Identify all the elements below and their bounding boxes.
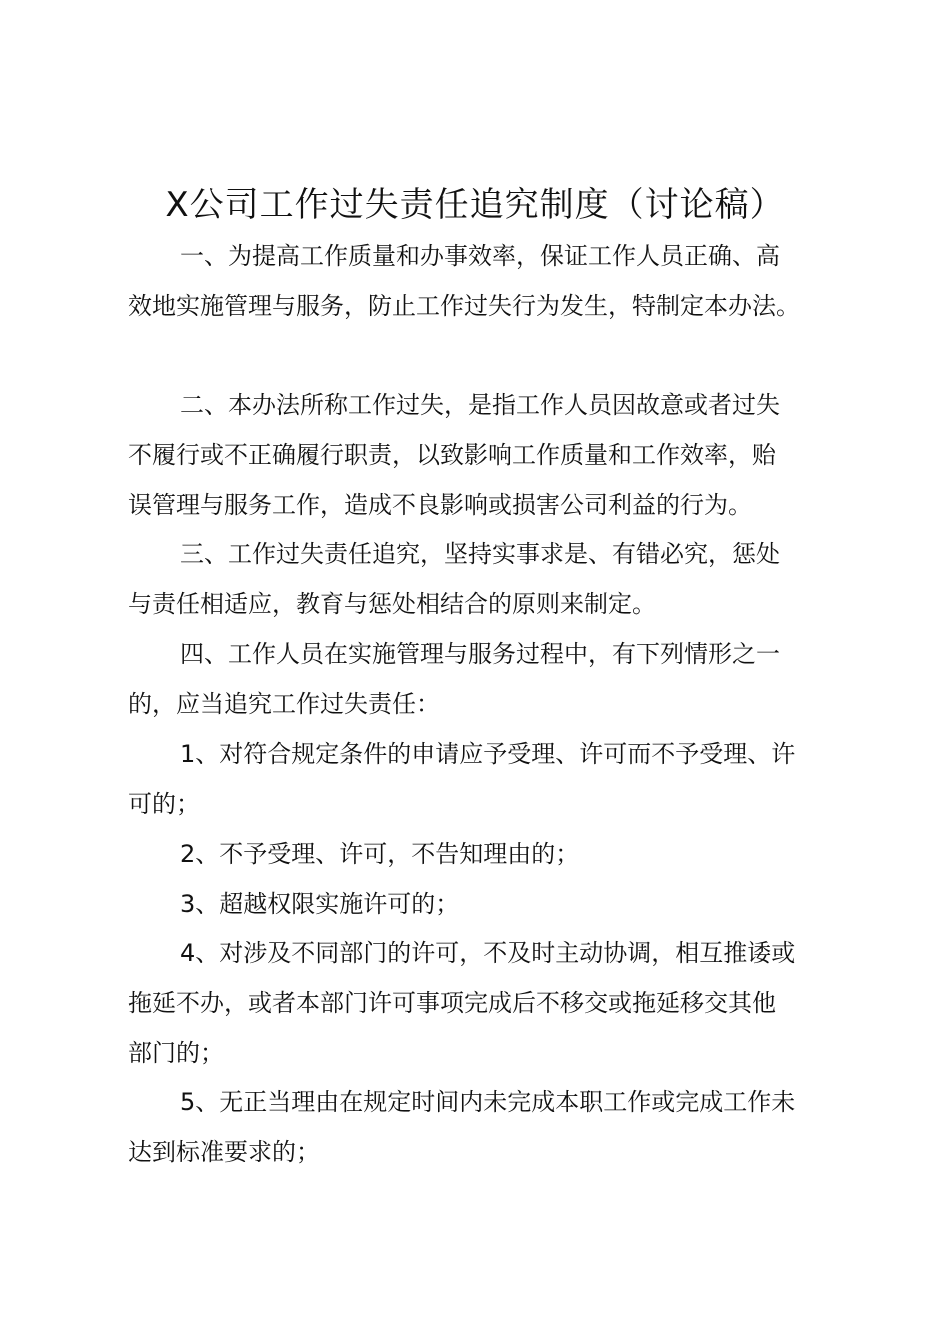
paragraph-item-2 — [128, 829, 838, 879]
paragraph-line: 的，应当追究工作过失责任： — [128, 690, 440, 718]
paragraph-item-4 — [128, 928, 838, 1078]
paragraph-2 — [128, 380, 838, 530]
paragraph-line: 达到标准要求的； — [128, 1138, 320, 1166]
paragraph-line: 3、超越权限实施许可的； — [180, 890, 460, 918]
paragraph-item-3 — [128, 879, 838, 929]
paragraph-line: 拖延不办，或者本部门许可事项完成后不移交或拖延移交其他 — [128, 989, 776, 1017]
paragraph-line: 效地实施管理与服务，防止工作过失行为发生，特制定本办法。 — [128, 292, 800, 320]
paragraph-line: 5、无正当理由在规定时间内未完成本职工作或完成工作未 — [180, 1088, 796, 1116]
paragraph-line: 与责任相适应，教育与惩处相结合的原则来制定。 — [128, 590, 656, 618]
paragraph-line: 不履行或不正确履行职责，以致影响工作质量和工作效率，贻 — [128, 441, 776, 469]
paragraph-item-5 — [128, 1077, 838, 1177]
document-title: X公司工作过失责任追究制度（讨论稿） — [165, 185, 785, 225]
paragraph-line: 2、不予受理、许可，不告知理由的； — [180, 840, 580, 868]
paragraph-item-1 — [128, 729, 838, 829]
paragraph-line: 可的； — [128, 790, 200, 818]
paragraph-4 — [128, 629, 838, 729]
paragraph-line: 误管理与服务工作，造成不良影响或损害公司利益的行为。 — [128, 491, 752, 519]
paragraph-line: 四、工作人员在实施管理与服务过程中，有下列情形之一 — [180, 640, 780, 668]
paragraph-line: 一、为提高工作质量和办事效率，保证工作人员正确、高 — [180, 242, 780, 270]
paragraph-3 — [128, 529, 838, 629]
paragraph-line: 部门的； — [128, 1039, 224, 1067]
paragraph-line: 4、对涉及不同部门的许可，不及时主动协调，相互推诿或 — [180, 939, 796, 967]
paragraph-line: 1、对符合规定条件的申请应予受理、许可而不予受理、许 — [180, 740, 796, 768]
paragraph-1 — [128, 231, 838, 331]
paragraph-line: 二、本办法所称工作过失，是指工作人员因故意或者过失 — [180, 391, 780, 419]
paragraph-line: 三、工作过失责任追究，坚持实事求是、有错必究，惩处 — [180, 540, 780, 568]
